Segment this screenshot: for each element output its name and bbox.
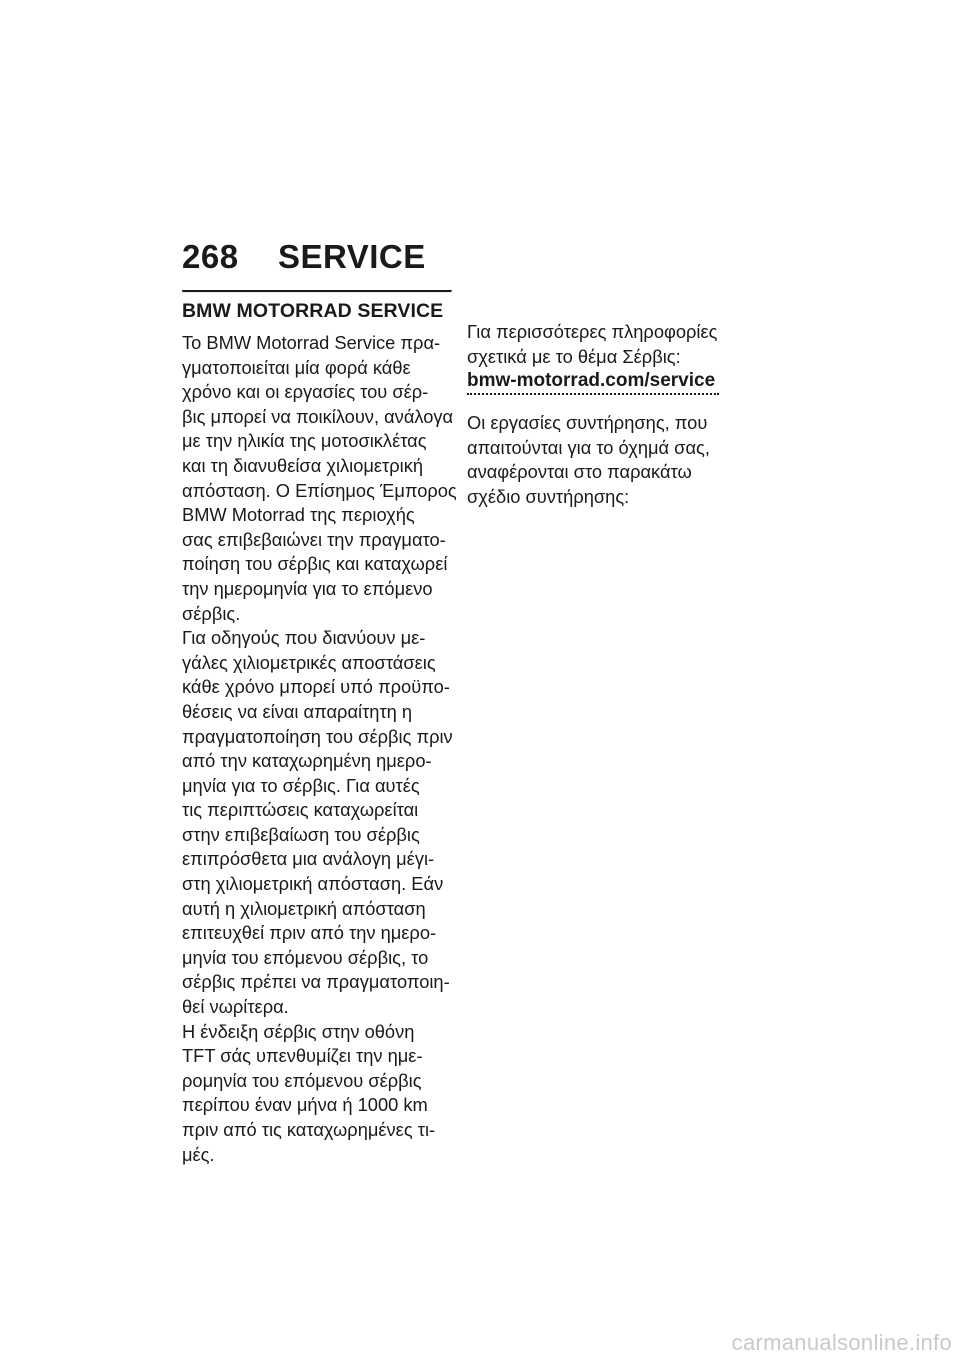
text-line: με την ηλικία της μοτοσικλέτας (182, 430, 427, 452)
text-line: TFT σάς υπενθυμίζει την ημε- (182, 1045, 423, 1067)
paragraph-high-mileage (182, 626, 453, 1020)
paragraph-tft-reminder (182, 1020, 450, 1168)
text-line: Για περισσότερες πληροφορίες (467, 321, 718, 342)
text-line: επιπρόσθετα μια ανάλογη μέγι- (182, 848, 435, 870)
paragraph-maintenance (467, 411, 721, 509)
text-line: χρόνο και οι εργασίες του σέρ- (182, 381, 429, 403)
text-line: στη χιλιομετρική απόσταση. Εάν (182, 873, 444, 895)
text-line: από την καταχωρημένη ημερο- (182, 750, 432, 772)
paragraph-service-intro (182, 331, 457, 626)
text-line: την ημερομηνία για το επόμενο (182, 577, 433, 599)
section-divider (182, 290, 452, 293)
text-line: σχετικά με το θέμα Σέρβις: (467, 345, 681, 367)
text-line: μηνία για το σέρβις. Για αυτές (182, 774, 420, 796)
text-line: μηνία του επόμενου σέρβις, το (182, 946, 429, 968)
text-line: σας επιβεβαιώνει την πραγματο- (182, 528, 446, 550)
text-line: σχέδιο συντήρησης: (467, 485, 630, 507)
text-line: ποίηση του σέρβις και καταχωρεί (182, 553, 448, 575)
service-link[interactable]: bmw-motorrad.com/service (467, 369, 719, 395)
text-line: πραγματοποίηση του σέρβις πριν (182, 725, 453, 747)
text-line: στην επιβεβαίωση του σέρβις (182, 823, 420, 845)
text-line: αυτή η χιλιομετρική απόσταση (182, 897, 426, 919)
text-line: απαιτούνται για το όχημά σας, (467, 436, 710, 458)
text-line: Η ένδειξη σέρβις στην οθόνη (182, 1020, 415, 1042)
right-column (467, 290, 721, 510)
text-line: κάθε χρόνο μπορεί υπό προϋπο- (182, 676, 450, 698)
text-line: γάλες χιλιομετρικές αποστάσεις (182, 651, 436, 673)
text-line: ρομηνία του επόμενου σέρβις (182, 1069, 422, 1091)
page-number: 268 (182, 238, 239, 275)
text-line: επιτευχθεί πριν από την ημερο- (182, 922, 437, 944)
text-line: απόσταση. Ο Επίσημος Έμπορος (182, 479, 457, 501)
text-line: πριν από τις καταχωρημένες τι- (182, 1119, 436, 1140)
text-line: και τη διανυθείσα χιλιομετρική (182, 454, 424, 476)
left-column (182, 290, 457, 1167)
text-line: θέσεις να είναι απαραίτητη η (182, 700, 413, 722)
spacer (467, 395, 721, 411)
text-line: σέρβις. (182, 602, 241, 624)
text-line: Οι εργασίες συντήρησης, που (467, 412, 708, 434)
text-line: Το BMW Motorrad Service πρα- (182, 332, 441, 353)
text-line: τις περιπτώσεις καταχωρείται (182, 799, 419, 821)
text-line: γματοποιείται μία φορά κάθε (182, 356, 411, 378)
text-line: βις μπορεί να ποικίλουν, ανάλογα (182, 405, 454, 427)
page-header (182, 238, 426, 282)
section-title: BMW MOTORRAD SERVICE (182, 300, 444, 322)
text-line: σέρβις πρέπει να πραγματοποιη- (182, 971, 450, 993)
chapter-title: SERVICE (278, 238, 426, 275)
text-line: θεί νωρίτερα. (182, 996, 289, 1018)
watermark: carmanualsonline.info (731, 1330, 952, 1355)
text-line: Για οδηγούς που διανύουν με- (182, 627, 426, 649)
text-line: περίπου έναν μήνα ή 1000 km (182, 1094, 428, 1116)
text-line: BMW Motorrad της περιοχής (182, 504, 415, 526)
text-line: αναφέρονται στο παρακάτω (467, 461, 692, 483)
text-line: μές. (182, 1143, 215, 1165)
paragraph-more-info (467, 320, 721, 369)
